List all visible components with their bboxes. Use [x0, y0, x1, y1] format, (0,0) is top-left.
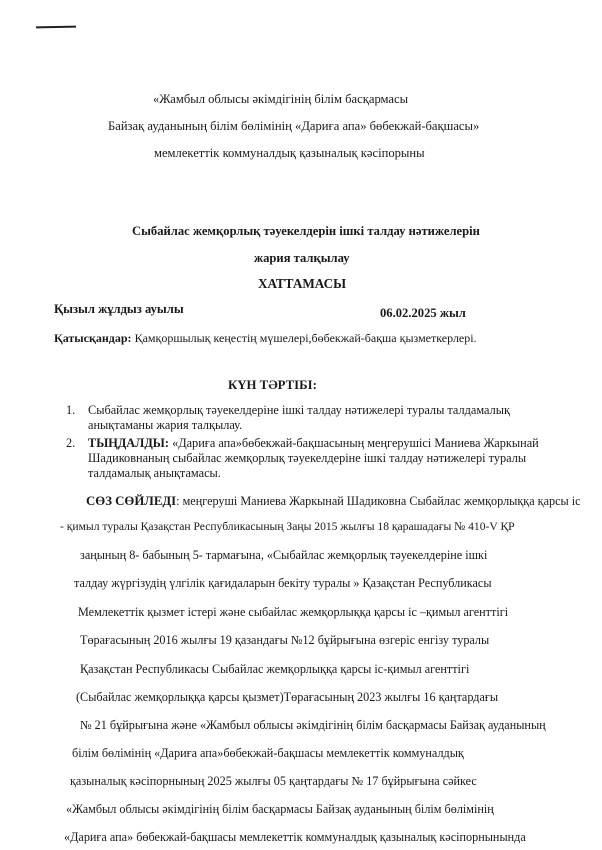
- agenda-item: [66, 436, 570, 484]
- agenda-item-number: 1.: [66, 403, 76, 417]
- speech-line: Мемлекеттік қызмет істері және сыбайлас жемқорлыққа қарсы іс –қимыл агенттігі: [78, 605, 509, 619]
- speech-line: (Сыбайлас жемқорлыққа қарсы қызмет)Төрағасының 2023 жылғы 16 қаңтардағы: [76, 690, 499, 704]
- speech-line: [86, 494, 581, 509]
- agenda-item-body: [88, 436, 568, 481]
- date: 06.02.2025 жыл: [380, 306, 466, 320]
- speech-line: - қимыл туралы Қазақстан Республикасының Заңы 2015 жылғы 18 қарашадағы № 410-V ҚР: [60, 520, 515, 533]
- scan-mark: [36, 26, 76, 29]
- agenda-item: [66, 403, 570, 435]
- header-line-2: Байзақ ауданының білім бөлімінің «Дариға апа» бөбекжай-бақшасы»: [108, 119, 480, 133]
- speech-line: «Жамбыл облысы әкімдігінің білім басқармасы Байзақ ауданының білім бөлімінің: [66, 802, 494, 816]
- speech-line: «Дариға апа» бөбекжай-бақшасы мемлекеттік коммуналдық қазыналық кәсіпорнынында: [64, 830, 526, 844]
- speech-line: қазыналық кәсіпорнының 2025 жылғы 05 қаңтардағы № 17 бұйрығына сәйкес: [70, 774, 477, 788]
- title-line-1: Сыбайлас жемқорлық тәуекелдерін ішкі талдау нәтижелерін: [132, 224, 480, 238]
- participants-label: Қатысқандар:: [54, 331, 132, 345]
- speech-line: Қазақстан Республикасы Сыбайлас жемқорлыққа қарсы іс-қимыл агенттігі: [80, 662, 470, 676]
- document-type: ХАТТАМАСЫ: [258, 276, 347, 291]
- speech-label: СӨЗ СӨЙЛЕДІ: [86, 494, 177, 508]
- speech-line: Төрағасының 2016 жылғы 19 қазандағы №12 бұйрығына өзгеріс енгізу туралы: [80, 633, 490, 647]
- header-line-3: мемлекеттік коммуналдық қазыналық кәсіпорыны: [154, 146, 425, 160]
- participants: [54, 331, 477, 346]
- listened-label: ТЫҢДАЛДЫ:: [88, 436, 169, 450]
- speech-line: № 21 бұйрығына және «Жамбыл облысы әкімдігінің білім басқармасы Байзақ ауданының: [80, 718, 546, 732]
- header-line-1: «Жамбыл облысы әкімдігінің білім басқармасы: [153, 92, 409, 106]
- location: Қызыл жұлдыз ауылы: [54, 302, 184, 316]
- speech-line: талдау жүргізудің үлгілік қағидаларын бекіту туралы » Қазақстан Республикасы: [74, 576, 492, 590]
- speech-line: заңының 8- бабының 5- тармағына, «Сыбайлас жемқорлық тәуекелдеріне ішкі: [80, 548, 488, 562]
- speech-line: білім бөлімінің «Дариға апа»бөбекжай-бақшасы мемлекеттік коммуналдық: [72, 746, 464, 760]
- title-line-2: жария талқылау: [254, 251, 350, 265]
- agenda-heading: КҮН ТӘРТІБІ:: [228, 378, 317, 392]
- agenda-item-text: Сыбайлас жемқорлық тәуекелдеріне ішкі талдау нәтижелері туралы талдамалық анықтаманы жария талқылау.: [88, 403, 510, 432]
- agenda-item-number: 2.: [66, 436, 76, 450]
- speech-text: : меңгеруші Маниева Жаркынай Шадиковна Сыбайлас жемқорлыққа қарсы іс: [176, 494, 581, 508]
- participants-value: Қамқоршылық кеңестің мүшелері,бөбекжай-бақша қызметкерлері.: [134, 331, 477, 345]
- agenda-item-text: «Дариға апа»бөбекжай-бақшасының меңгерушісі Маниева Жаркынай Шадиковнаның сыбайлас жемқорлық тәуекелдеріне ішкі талдау нәтижелері туралы талдамалық анықтамасы.: [88, 436, 539, 480]
